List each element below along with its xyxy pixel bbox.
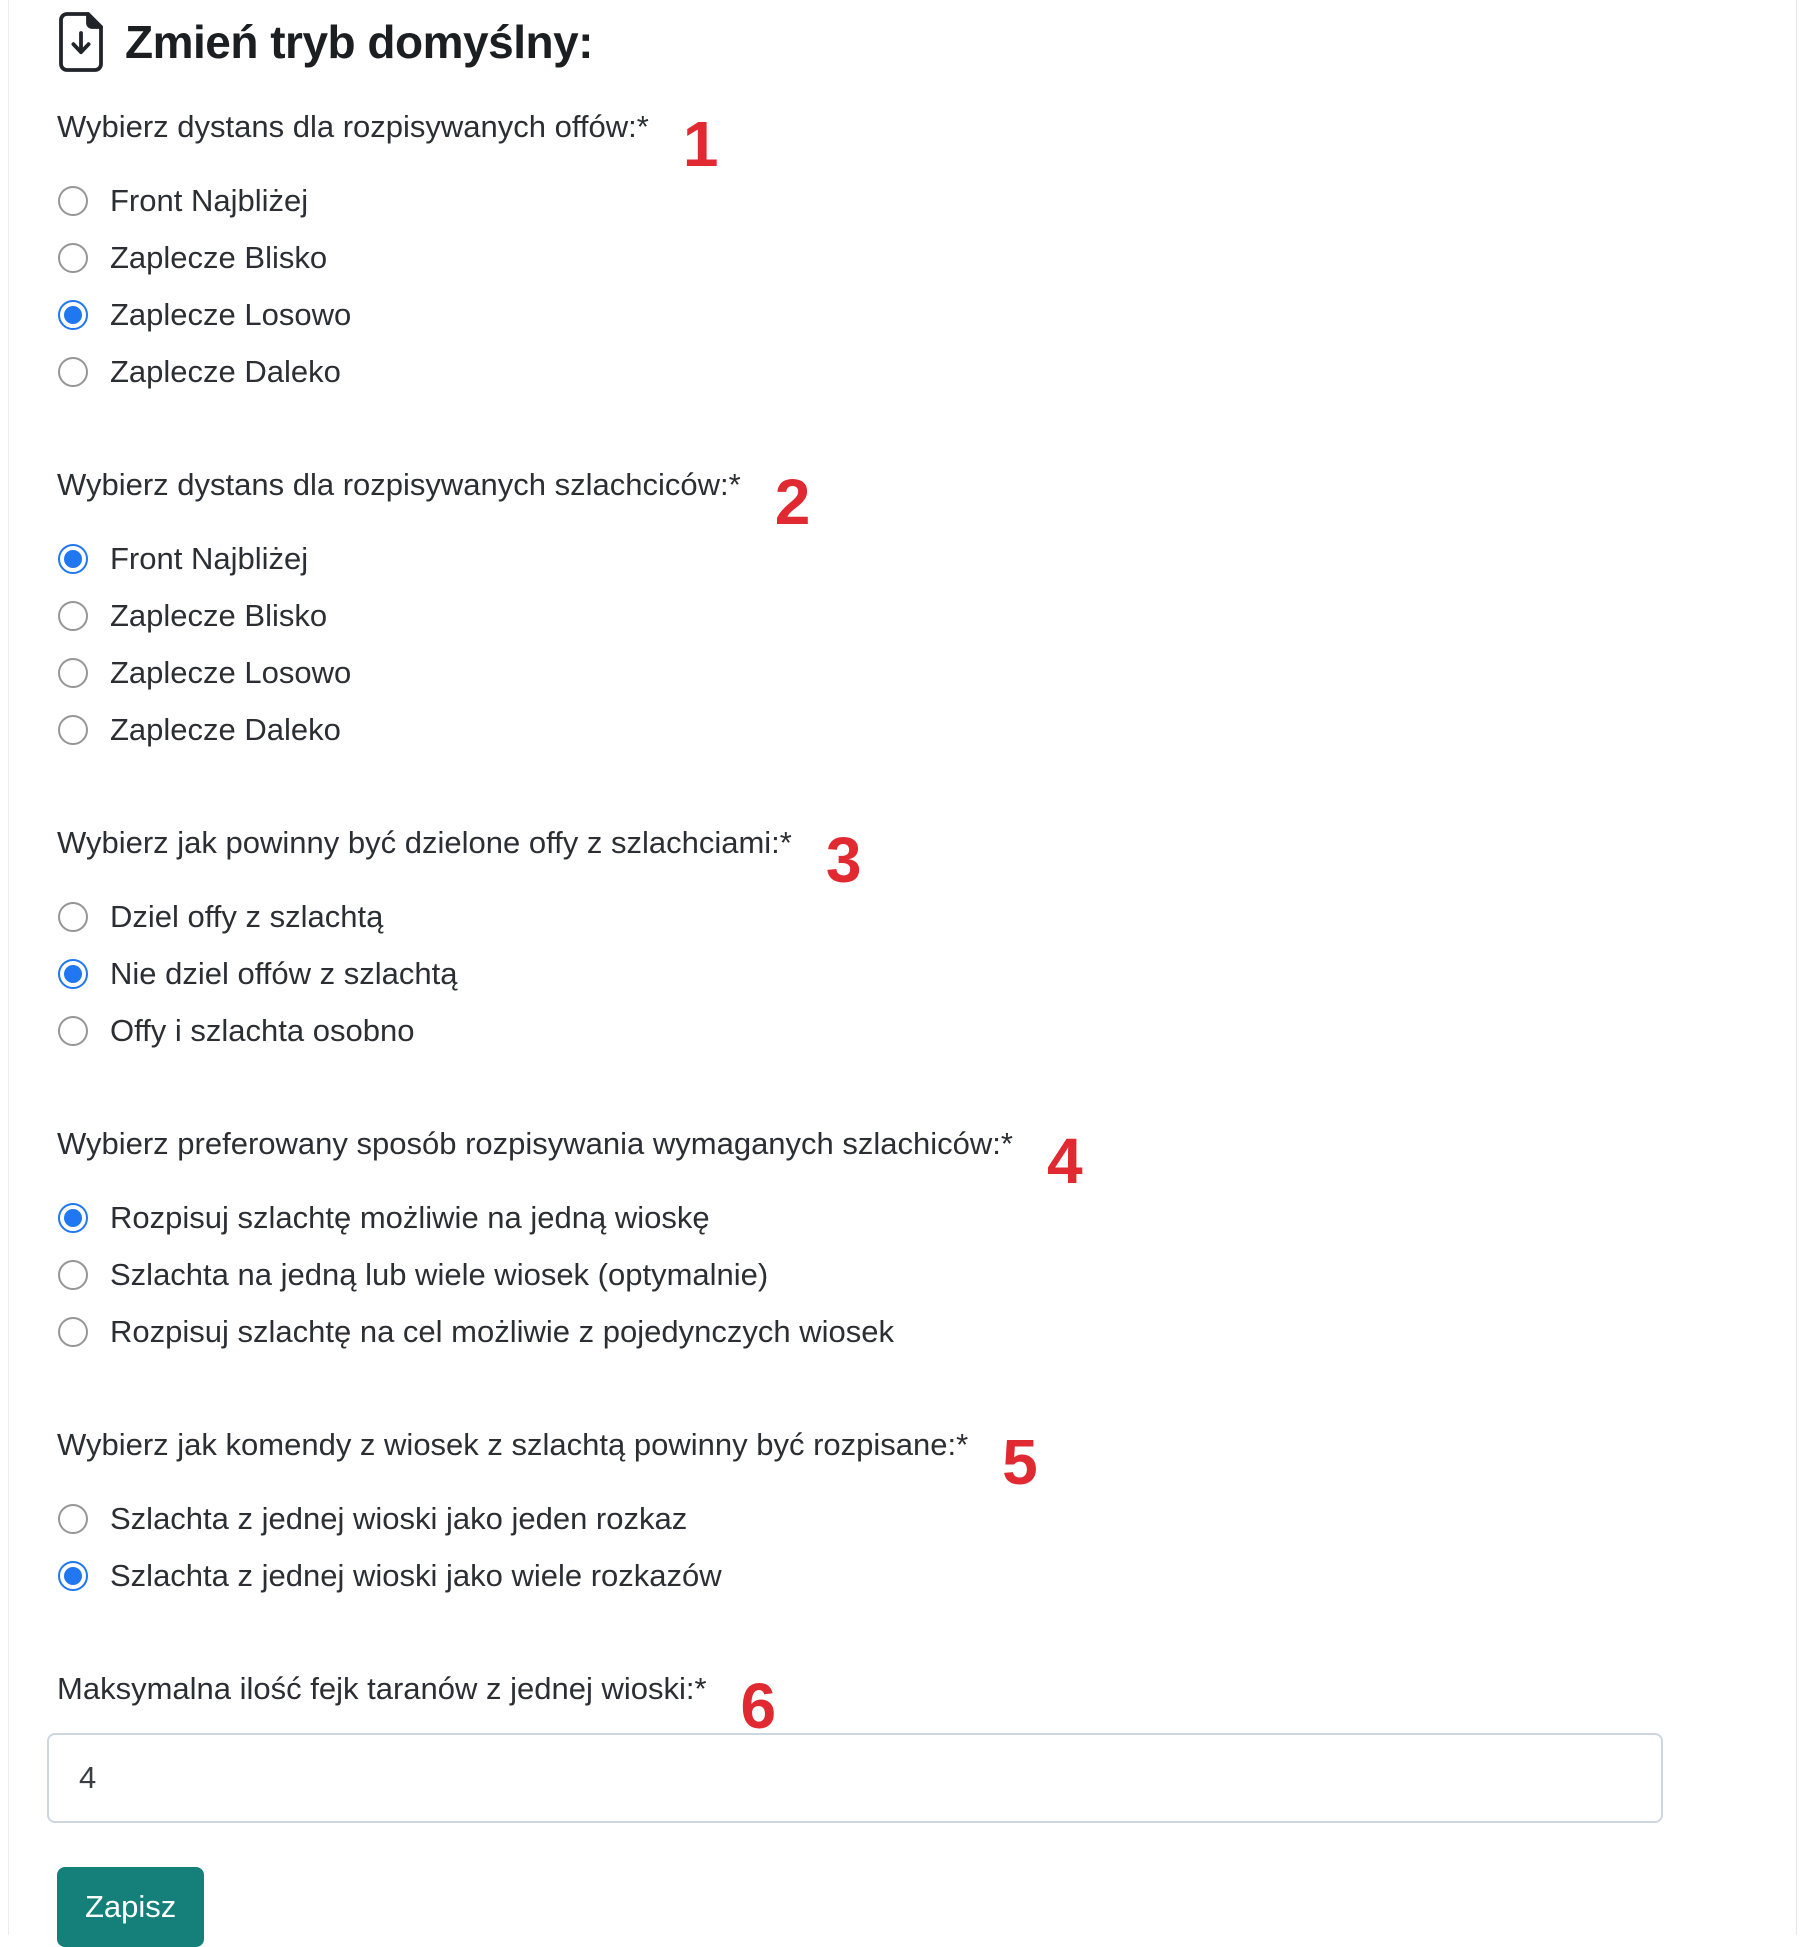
radio-label[interactable]: Dziel offy z szlachtą bbox=[110, 898, 384, 934]
annotation-number-2: 2 bbox=[774, 466, 811, 538]
radio-button-icon[interactable] bbox=[58, 186, 88, 216]
radio-button-icon[interactable] bbox=[58, 658, 88, 688]
settings-card bbox=[8, 0, 1797, 1935]
question-4-options bbox=[57, 1189, 1796, 1360]
radio-option[interactable] bbox=[57, 701, 1796, 758]
radio-option[interactable] bbox=[57, 587, 1796, 644]
save-button[interactable]: Zapisz bbox=[57, 1867, 204, 1947]
question-1-row bbox=[57, 105, 1796, 180]
question-6-label: Maksymalna ilość fejk taranów z jednej wioski:* bbox=[57, 1671, 707, 1706]
radio-option[interactable] bbox=[57, 1303, 1796, 1360]
question-4-row bbox=[57, 1122, 1796, 1197]
radio-button-icon[interactable] bbox=[58, 1260, 88, 1290]
radio-label[interactable]: Zaplecze Blisko bbox=[110, 239, 328, 275]
radio-button-icon[interactable] bbox=[58, 300, 88, 330]
annotation-number-3: 3 bbox=[825, 824, 862, 896]
radio-button-icon[interactable] bbox=[58, 1016, 88, 1046]
question-5-options bbox=[57, 1490, 1796, 1604]
radio-option[interactable] bbox=[57, 644, 1796, 701]
radio-label[interactable]: Zaplecze Losowo bbox=[110, 296, 352, 332]
file-arrow-down-icon bbox=[57, 11, 107, 73]
radio-label[interactable]: Szlachta z jednej wioski jako wiele rozkazów bbox=[110, 1557, 722, 1593]
radio-label[interactable]: Zaplecze Blisko bbox=[110, 597, 328, 633]
radio-button-icon[interactable] bbox=[58, 715, 88, 745]
annotation-number-5: 5 bbox=[1002, 1426, 1038, 1498]
radio-button-icon[interactable] bbox=[58, 357, 88, 387]
radio-label[interactable]: Szlachta z jednej wioski jako jeden rozkaz bbox=[110, 1500, 688, 1536]
question-6-row bbox=[57, 1667, 1796, 1742]
radio-option[interactable] bbox=[57, 343, 1796, 400]
question-5-row bbox=[57, 1423, 1796, 1498]
radio-option[interactable] bbox=[57, 530, 1796, 587]
radio-label[interactable]: Zaplecze Daleko bbox=[110, 353, 341, 389]
radio-button-icon[interactable] bbox=[58, 902, 88, 932]
question-5-label: Wybierz jak komendy z wiosek z szlachtą powinny być rozpisane:* bbox=[57, 1427, 969, 1462]
radio-button-icon[interactable] bbox=[58, 243, 88, 273]
radio-button-icon[interactable] bbox=[58, 544, 88, 574]
radio-button-icon[interactable] bbox=[58, 1203, 88, 1233]
max-fake-rams-input[interactable] bbox=[47, 1733, 1663, 1823]
radio-option[interactable] bbox=[57, 229, 1796, 286]
radio-button-icon[interactable] bbox=[58, 601, 88, 631]
question-2-options bbox=[57, 530, 1796, 758]
annotation-number-1: 1 bbox=[682, 108, 719, 180]
question-3-label: Wybierz jak powinny być dzielone offy z szlachciami:* bbox=[57, 825, 792, 860]
radio-label[interactable]: Front Najbliżej bbox=[110, 182, 309, 218]
question-1-options bbox=[57, 172, 1796, 400]
question-3-row bbox=[57, 821, 1796, 896]
radio-button-icon[interactable] bbox=[58, 1504, 88, 1534]
radio-label[interactable]: Zaplecze Daleko bbox=[110, 711, 341, 747]
radio-button-icon[interactable] bbox=[58, 959, 88, 989]
radio-option[interactable] bbox=[57, 1002, 1796, 1059]
radio-button-icon[interactable] bbox=[58, 1317, 88, 1347]
radio-option[interactable] bbox=[57, 1490, 1796, 1547]
radio-label[interactable]: Rozpisuj szlachtę możliwie na jedną wioskę bbox=[110, 1199, 710, 1235]
page-header bbox=[57, 0, 1796, 74]
question-1-label: Wybierz dystans dla rozpisywanych offów:* bbox=[57, 109, 649, 144]
radio-label[interactable]: Front Najbliżej bbox=[110, 540, 309, 576]
radio-label[interactable]: Rozpisuj szlachtę na cel możliwie z pojedynczych wiosek bbox=[110, 1313, 894, 1349]
radio-option[interactable] bbox=[57, 1246, 1796, 1303]
radio-option[interactable] bbox=[57, 172, 1796, 229]
radio-option[interactable] bbox=[57, 1189, 1796, 1246]
question-2-row bbox=[57, 463, 1796, 538]
radio-option[interactable] bbox=[57, 286, 1796, 343]
annotation-number-6: 6 bbox=[740, 1670, 777, 1742]
page-title: Zmień tryb domyślny: bbox=[125, 16, 593, 68]
radio-button-icon[interactable] bbox=[58, 1561, 88, 1591]
radio-label[interactable]: Szlachta na jedną lub wiele wiosek (optymalnie) bbox=[110, 1256, 769, 1292]
radio-label[interactable]: Zaplecze Losowo bbox=[110, 654, 352, 690]
radio-label[interactable]: Nie dziel offów z szlachtą bbox=[110, 955, 458, 991]
radio-option[interactable] bbox=[57, 945, 1796, 1002]
question-4-label: Wybierz preferowany sposób rozpisywania wymaganych szlachiców:* bbox=[57, 1126, 1013, 1161]
annotation-number-4: 4 bbox=[1046, 1125, 1083, 1197]
question-3-options bbox=[57, 888, 1796, 1059]
radio-option[interactable] bbox=[57, 1547, 1796, 1604]
radio-option[interactable] bbox=[57, 888, 1796, 945]
question-2-label: Wybierz dystans dla rozpisywanych szlachciców:* bbox=[57, 467, 741, 502]
radio-label[interactable]: Offy i szlachta osobno bbox=[110, 1012, 415, 1048]
